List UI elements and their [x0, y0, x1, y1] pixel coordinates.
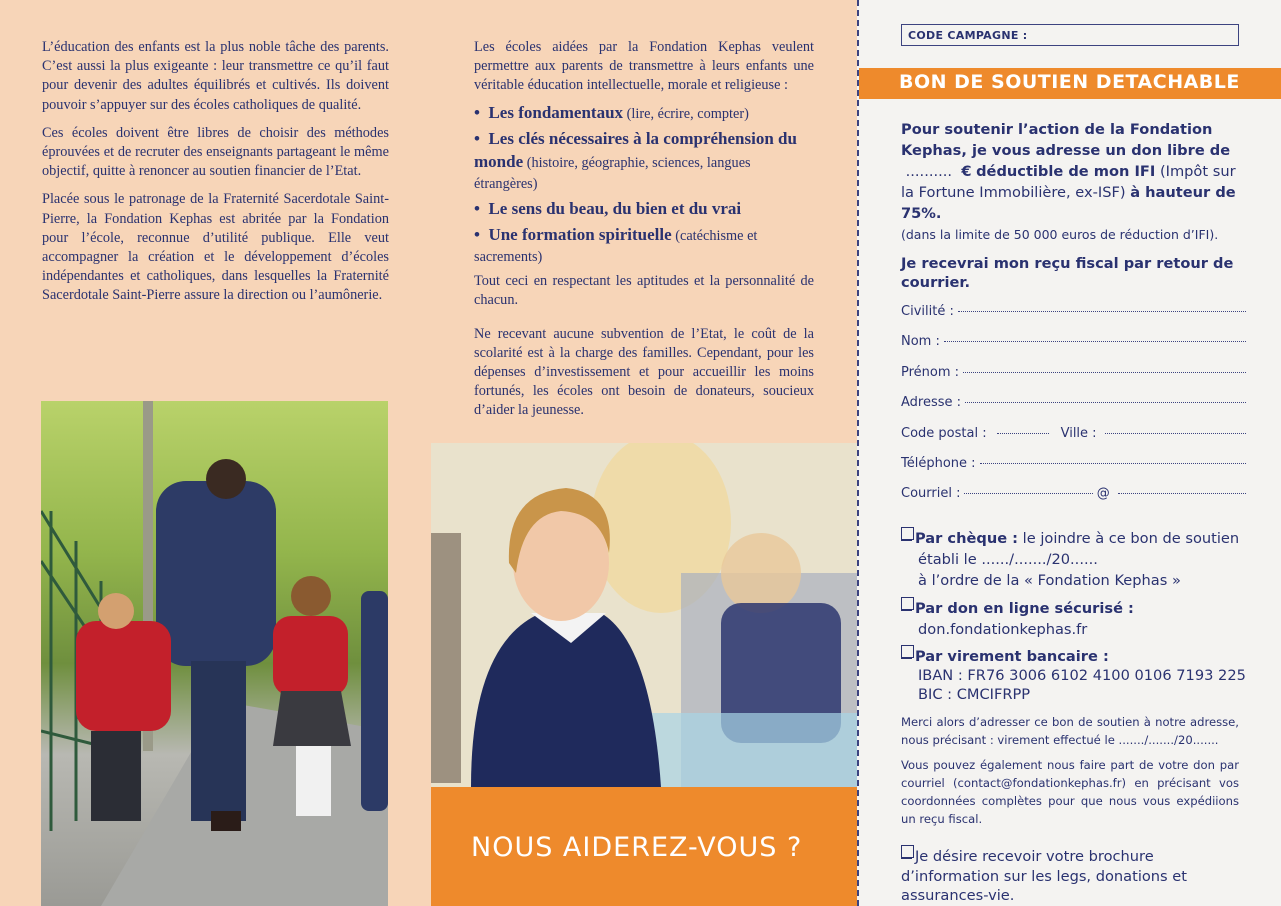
list-item: • Les fondamentaux (lire, écrire, compter) [474, 103, 749, 122]
code-campagne-label: CODE CAMPAGNE : [908, 29, 1028, 42]
telephone-label: Téléphone : [901, 455, 976, 471]
photo-father-children-walking [41, 401, 388, 906]
cheque-date-line: établi le ....../......./20...... [918, 551, 1098, 568]
ville-label: Ville : [1060, 425, 1097, 441]
coupon-title-band [859, 68, 1281, 99]
virement-label: Par virement bancaire : [915, 648, 1109, 665]
code-postal-ville-field[interactable] [901, 426, 1246, 456]
payment-cheque [901, 528, 1251, 591]
nom-label: Nom : [901, 334, 940, 350]
cheque-ordre-line: à l’ordre de la « Fondation Kephas » [918, 572, 1181, 589]
column-middle-text [474, 38, 814, 427]
bullet-list-education [474, 102, 814, 268]
virement-checkbox[interactable] [901, 648, 912, 659]
paragraph-education: L’éducation des enfants est la plus noble tâche des parents. C’est aussi la plus exigeante : leur transmettre ce qu’il faut pour devenir des adultes équilibrés et cultivés. Ils doivent pouvoir s’appuyer sur des écoles catholiques de qualité. [42, 39, 389, 113]
amount-dots[interactable]: .......... [905, 163, 953, 180]
courriel-label: Courriel : [901, 486, 961, 502]
iban-text: IBAN : FR76 3006 6102 4100 0106 7193 225 [918, 667, 1246, 684]
brochure-text: Je désire recevoir votre brochure d’information sur les legs, donations et assurances-vie. [901, 848, 1187, 904]
cheque-text: le joindre à ce bon de soutien [1022, 530, 1240, 547]
paragraph-ecoles-aidees: Les écoles aidées par la Fondation Kephas veulent permettre aux parents de transmettre à leurs enfants une véritable éducation intellectuelle, morale et religieuse : [474, 39, 814, 93]
coupon-form-fields [901, 304, 1246, 517]
ifi-explanation: (Impôt sur la Fortune Immobilière, ex-ISF) [901, 163, 1236, 201]
nom-field[interactable] [901, 334, 1246, 364]
photo-smiling-schoolgirl [431, 443, 857, 787]
cheque-label: Par chèque : [915, 530, 1019, 547]
paragraph-patronage: Placée sous le patronage de la Fraternité Sacerdotale Saint-Pierre, la Fondation Kephas est abritée par la Fondation pour l’école, reconnue d’utilité publique. Elle veut accompagner la création et le développement d’écoles indépendantes et catholiques, dans lesquelles la Fraternité Sacerdotale Saint-Pierre assure la direction ou l’aumônerie. [42, 191, 389, 304]
payment-virement [901, 647, 1251, 704]
ifi-bold-text: déductible de mon IFI [976, 163, 1156, 180]
banner-nous-aiderez-vous [431, 787, 857, 906]
online-url[interactable]: don.fondationkephas.fr [918, 621, 1088, 638]
note-courriel: Vous pouvez également nous faire part de votre don par courriel (contact@fondationkephas.fr) en précisant vos coordonnées complètes pour que nous vous expédiions un reçu fiscal. [901, 758, 1239, 826]
at-sign: @ [1096, 486, 1110, 502]
brochure-checkbox[interactable] [901, 848, 912, 859]
courriel-field[interactable] [901, 486, 1246, 516]
column-left-text [42, 38, 389, 315]
telephone-field[interactable] [901, 456, 1246, 486]
banner-title: NOUS AIDEREZ-VOUS ? [471, 832, 803, 863]
paragraph-subvention: Ne recevant aucune subvention de l’Etat, le coût de la scolarité est à la charge des familles. Cependant, pour les dépenses d’investissement et pour accueillir les moins fortunés, les écoles ont besoin de donateurs, soucieux d’aider la jeunesse. [474, 326, 814, 418]
note-virement: Merci alors d’adresser ce bon de soutien à notre adresse, nous précisant : virement effectué le ......./......./20....... [901, 715, 1239, 747]
coupon-detachable [857, 0, 1281, 906]
bic-text: BIC : CMCIFRPP [918, 686, 1031, 703]
coupon-title: BON DE SOUTIEN DETACHABLE [899, 71, 1240, 93]
list-item: • Le sens du beau, du bien et du vrai [474, 199, 742, 218]
code-campagne-field[interactable] [901, 24, 1239, 46]
list-item: • Les clés nécessaires à la compréhension du monde (histoire, géographie, sciences, langues étrangères) [474, 129, 797, 192]
paragraph-aptitudes: Tout ceci en respectant les aptitudes et la personnalité de chacun. [474, 273, 814, 308]
paragraph-ecoles-libres: Ces écoles doivent être libres de choisir des méthodes éprouvées et de recruter des enseignants partageant le même objectif, quitte à renoncer au soutien financier de l’Etat. [42, 124, 389, 180]
adresse-field[interactable] [901, 395, 1246, 425]
brochure-request [901, 846, 1251, 905]
adresse-label: Adresse : [901, 395, 962, 411]
payment-online [901, 598, 1251, 640]
list-item: • Une formation spirituelle (catéchisme et sacrements) [474, 225, 758, 265]
civilite-label: Civilité : [901, 304, 954, 319]
online-checkbox[interactable] [901, 600, 912, 611]
civilite-field[interactable] [901, 304, 1246, 334]
code-postal-label: Code postal : [901, 425, 987, 441]
deduction-rate: à hauteur de 75%. [901, 184, 1236, 222]
intro-bold-text: Pour soutenir l’action de la Fondation Kephas, je vous adresse un don libre de [901, 121, 1231, 159]
prenom-label: Prénom : [901, 364, 960, 380]
coupon-intro [901, 119, 1251, 292]
euro-symbol: € [961, 163, 972, 180]
deduction-limit: (dans la limite de 50 000 euros de réduction d’IFI). [901, 227, 1219, 242]
recu-fiscal-text: Je recevrai mon reçu fiscal par retour de courrier. [901, 255, 1234, 291]
prenom-field[interactable] [901, 365, 1246, 395]
online-label: Par don en ligne sécurisé : [915, 600, 1134, 617]
cheque-checkbox[interactable] [901, 530, 912, 541]
